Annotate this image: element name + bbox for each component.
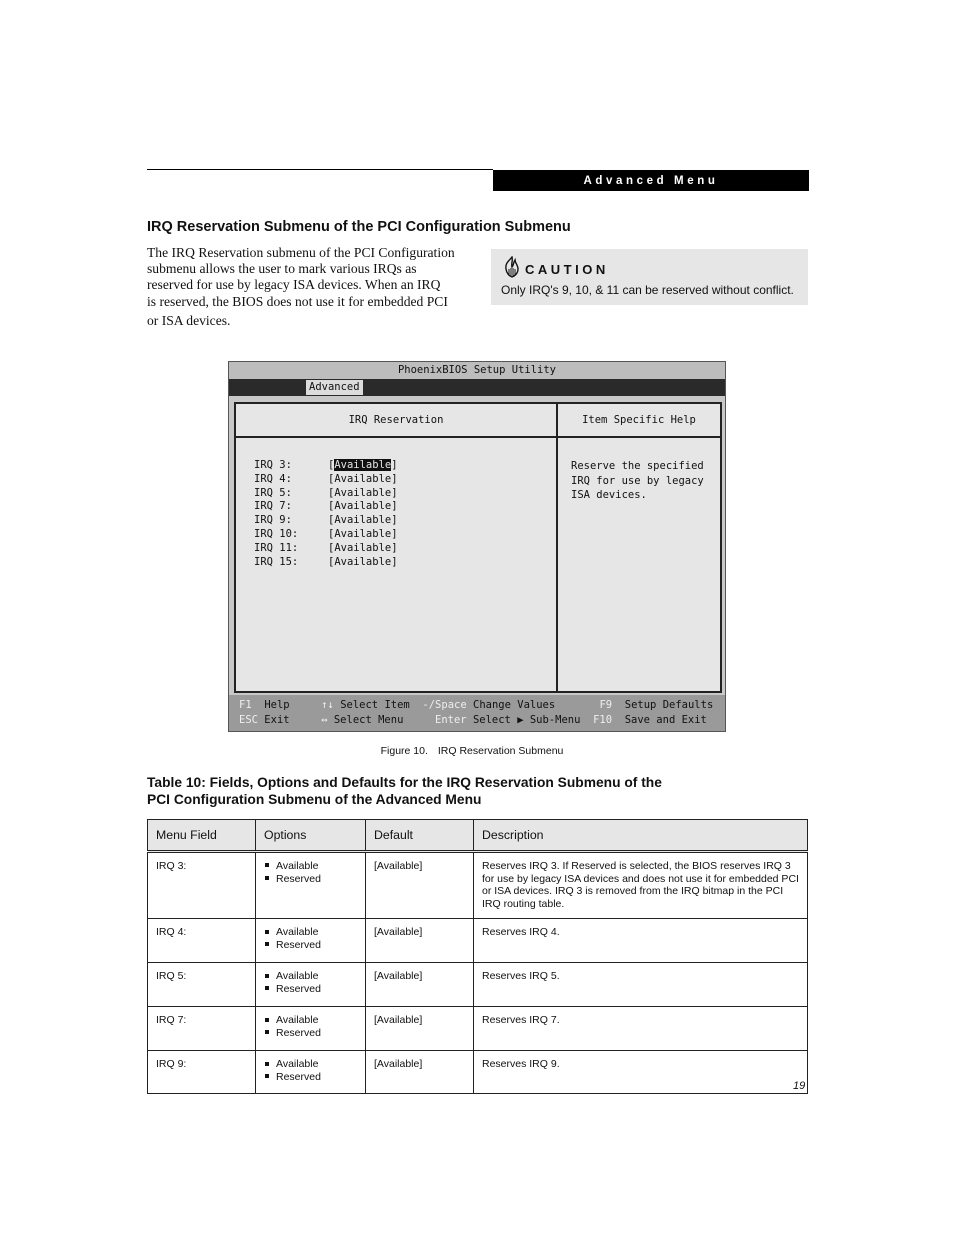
- table-row: [148, 1007, 808, 1051]
- options-cell: [256, 919, 366, 963]
- key-legend-row: [239, 698, 713, 713]
- key-desc: Setup Defaults: [624, 699, 714, 711]
- irq-item[interactable]: IRQ 7: [Available]: [254, 500, 398, 513]
- section-title: IRQ Reservation Submenu of the PCI Configuration Submenu: [147, 219, 571, 235]
- help-line: IRQ for use by legacy: [571, 474, 704, 487]
- description-cell: Reserves IRQ 3. If Reserved is selected, the BIOS reserves IRQ 3 for use by legacy ISA devices and does not use it for embedded PCI or ISA devices. IRQ 3 is removed from the IRQ bitmap in the PCI IRQ routing table.: [474, 852, 808, 919]
- menu-field-cell: IRQ 5:: [148, 963, 256, 1007]
- bios-tab-advanced[interactable]: Advanced: [306, 380, 363, 395]
- key-desc: Help: [264, 699, 290, 711]
- menu-field-cell: IRQ 9:: [148, 1051, 256, 1094]
- caution-text: Only IRQ's 9, 10, & 11 can be reserved without conflict.: [501, 283, 794, 297]
- section-header-tab: Advanced Menu: [493, 170, 809, 191]
- bios-help-heading: Item Specific Help: [558, 404, 720, 438]
- default-cell: [Available]: [366, 919, 474, 963]
- irq-item[interactable]: IRQ 3: [Available]: [254, 459, 398, 471]
- irq-value[interactable]: Available: [334, 472, 392, 485]
- key-desc: Change Values: [473, 699, 556, 711]
- key-legend-row: [239, 713, 707, 728]
- column-header: Default: [366, 820, 474, 852]
- figure-caption-text: IRQ Reservation Submenu: [437, 745, 564, 757]
- irq-value[interactable]: Available: [334, 500, 392, 513]
- menu-field-cell: IRQ 7:: [148, 1007, 256, 1051]
- option-item: Available: [264, 1058, 357, 1071]
- intro-paragraph: [147, 245, 465, 329]
- irq-label: IRQ 15:: [254, 555, 299, 568]
- bios-help-pane: [558, 404, 720, 691]
- description-cell: Reserves IRQ 7.: [474, 1007, 808, 1051]
- irq-list: [254, 459, 398, 569]
- options-cell: [256, 963, 366, 1007]
- key-f9: F9: [599, 699, 613, 711]
- default-cell: [Available]: [366, 1007, 474, 1051]
- option-item: Reserved: [264, 873, 357, 886]
- column-header: Options: [256, 820, 366, 852]
- bios-screen: [228, 361, 726, 732]
- option-item: Available: [264, 1014, 357, 1027]
- option-item: Available: [264, 970, 357, 983]
- table-header-row: [148, 820, 808, 852]
- key-esc: ESC: [239, 714, 258, 726]
- page-number: 19: [793, 1080, 806, 1092]
- irq-value-selected[interactable]: Available: [334, 459, 392, 471]
- description-cell: Reserves IRQ 4.: [474, 919, 808, 963]
- bios-help-text: [571, 459, 711, 503]
- option-item: Reserved: [264, 983, 357, 996]
- menu-field-cell: IRQ 3:: [148, 852, 256, 919]
- irq-label: IRQ 5:: [254, 486, 292, 499]
- option-item: Available: [264, 926, 357, 939]
- intro-line: submenu allows the user to mark various IRQs as: [147, 261, 417, 277]
- key-desc: Select ▶ Sub-Menu: [472, 714, 581, 726]
- flame-hand-icon: [503, 256, 521, 283]
- table-row: [148, 919, 808, 963]
- irq-label: IRQ 7:: [254, 500, 292, 513]
- options-cell: [256, 852, 366, 919]
- irq-value[interactable]: Available: [334, 555, 392, 568]
- irq-label: IRQ 11:: [254, 541, 299, 554]
- irq-item[interactable]: IRQ 15: [Available]: [254, 555, 398, 568]
- caution-box: [491, 249, 808, 305]
- bios-key-legend: [229, 695, 725, 731]
- irq-item[interactable]: IRQ 9: [Available]: [254, 514, 398, 527]
- description-cell: Reserves IRQ 5.: [474, 963, 808, 1007]
- caution-header: [503, 256, 609, 283]
- irq-value[interactable]: Available: [334, 527, 392, 540]
- irq-label: IRQ 4:: [254, 472, 292, 485]
- option-item: Reserved: [264, 939, 357, 952]
- help-line: ISA devices.: [571, 489, 647, 502]
- table-title: [147, 774, 667, 808]
- key-arrows-updown: ↑↓: [321, 699, 334, 711]
- table-row: [148, 1051, 808, 1094]
- irq-value[interactable]: Available: [334, 514, 392, 527]
- options-cell: [256, 1051, 366, 1094]
- bios-menu-bar: [229, 379, 725, 396]
- default-cell: [Available]: [366, 852, 474, 919]
- figure-caption: [0, 745, 954, 757]
- option-item: Available: [264, 860, 357, 873]
- menu-field-cell: IRQ 4:: [148, 919, 256, 963]
- intro-line: reserved for use by legacy ISA devices. When an IRQ: [147, 277, 441, 293]
- key-desc: Exit: [264, 714, 290, 726]
- options-cell: [256, 1007, 366, 1051]
- option-item: Reserved: [264, 1027, 357, 1040]
- irq-label: IRQ 10:: [254, 527, 299, 540]
- irq-item[interactable]: IRQ 10: [Available]: [254, 527, 398, 540]
- key-f10: F10: [593, 714, 613, 726]
- figure-number: Figure 10.: [380, 745, 428, 757]
- irq-item[interactable]: IRQ 4: [Available]: [254, 472, 398, 485]
- bios-left-heading: IRQ Reservation: [236, 404, 556, 438]
- fields-table: [147, 819, 808, 1094]
- irq-label: IRQ 3:: [254, 459, 292, 471]
- bios-left-pane: [236, 404, 558, 691]
- help-line: Reserve the specified: [571, 460, 704, 472]
- key-desc: Select Menu: [333, 714, 404, 726]
- key-f1: F1: [239, 699, 252, 711]
- column-header: Description: [474, 820, 808, 852]
- irq-label: IRQ 9:: [254, 514, 292, 527]
- table-title-line: PCI Configuration Submenu of the Advanced Menu: [147, 792, 482, 807]
- irq-item[interactable]: IRQ 5: [Available]: [254, 486, 398, 499]
- bios-body: [234, 402, 722, 693]
- key-desc: Select Item: [340, 699, 410, 711]
- irq-value[interactable]: Available: [334, 486, 392, 499]
- intro-line: or ISA devices.: [147, 312, 231, 328]
- column-header: Menu Field: [148, 820, 256, 852]
- key-minus-space: -/Space: [422, 699, 467, 711]
- option-item: Reserved: [264, 1071, 357, 1084]
- key-arrows-leftright: ↔: [321, 714, 328, 726]
- header-rule: [147, 169, 493, 170]
- intro-line: The IRQ Reservation submenu of the PCI Configuration: [147, 245, 455, 260]
- caution-title: CAUTION: [525, 262, 609, 277]
- key-enter: Enter: [435, 714, 467, 726]
- default-cell: [Available]: [366, 963, 474, 1007]
- intro-line: is reserved, the BIOS does not use it for embedded PCI: [147, 293, 448, 309]
- description-cell: Reserves IRQ 9.: [474, 1051, 808, 1094]
- bios-title-bar: PhoenixBIOS Setup Utility: [229, 362, 725, 379]
- table-row: [148, 963, 808, 1007]
- table-row: [148, 852, 808, 919]
- key-desc: Save and Exit: [624, 714, 707, 726]
- default-cell: [Available]: [366, 1051, 474, 1094]
- irq-value[interactable]: Available: [334, 541, 392, 554]
- table-title-line: Table 10: Fields, Options and Defaults for the IRQ Reservation Submenu of the: [147, 775, 662, 790]
- irq-item[interactable]: IRQ 11: [Available]: [254, 541, 398, 554]
